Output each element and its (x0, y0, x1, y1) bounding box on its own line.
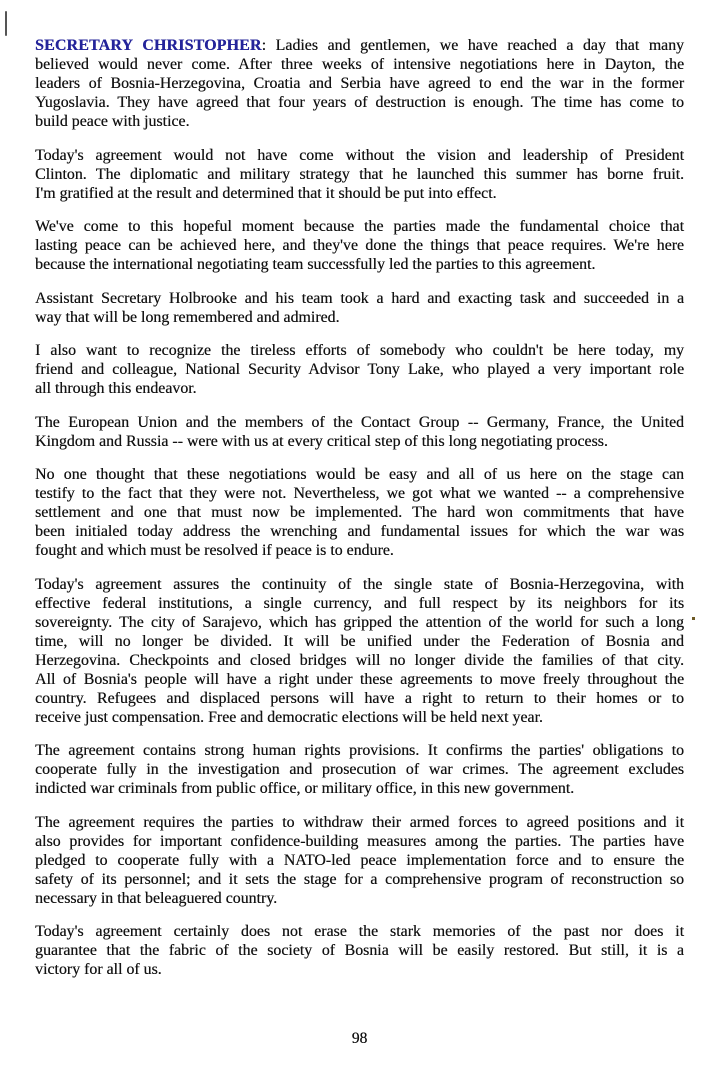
paragraph (35, 922, 684, 979)
text-line: leaders of Bosnia-Herzegovina, Croatia and Serbia have agreed to end the war in the former (35, 75, 684, 92)
text-line: indicted war criminals from public office, or military office, in this new government. (35, 780, 575, 797)
text-line: victory for all of us. (35, 961, 162, 978)
text-line: been initialed today address the wrenching and fundamental issues for which the war was (35, 523, 684, 540)
paragraph (35, 36, 684, 131)
text-line: The agreement requires the parties to withdraw their armed forces to agreed positions and it (35, 813, 684, 831)
text-line: believed would never come. After three weeks of intensive negotiations here in Dayton, the (35, 56, 684, 73)
text-line: testify to the fact that they were not. Nevertheless, we got what we wanted -- a comprehensive (35, 485, 684, 502)
text-line: All of Bosnia's people will have a right under these agreements to move freely throughout the (35, 670, 684, 688)
scan-artifact-line (5, 11, 7, 36)
text-line: No one thought that these negotiations would be easy and all of us here on the stage can (35, 466, 684, 483)
text-line: I also want to recognize the tireless efforts of somebody who couldn't be here today, my (35, 342, 684, 359)
text-line: all through this endeavor. (35, 380, 197, 397)
paragraph (35, 146, 684, 203)
text-line: way that will be long remembered and admired. (35, 308, 340, 326)
speaker-name: SECRETARY CHRISTOPHER (35, 37, 262, 54)
text-line: Assistant Secretary Holbrooke and his team took a hard and exacting task and succeeded in a (35, 289, 684, 307)
text-line: The agreement contains strong human rights provisions. It confirms the parties' obligations to (35, 742, 684, 759)
text-line: time, will no longer be divided. It will be unified under the Federation of Bosnia and (35, 632, 684, 650)
text-line: SECRETARY CHRISTOPHER: Ladies and gentlemen, we have reached a day that many (35, 37, 684, 54)
text-line: friend and colleague, National Security Advisor Tony Lake, who played a very important role (35, 361, 684, 378)
paragraph (35, 575, 684, 727)
text-line: pledged to cooperate fully with a NATO-led peace implementation force and to ensure the (35, 851, 684, 869)
paragraph (35, 813, 684, 908)
text-line: lasting peace can be achieved here, and they've done the things that peace requires. We're here (35, 237, 684, 254)
text-line: also provides for important confidence-building measures among the parties. The parties have (35, 832, 684, 850)
text-line: Herzegovina. Checkpoints and closed bridges will no longer divide the families of that city. (35, 651, 684, 669)
text-line: fought and which must be resolved if peace is to endure. (35, 542, 394, 559)
text-line: guarantee that the fabric of the society of Bosnia will be easily restored. But still, it is a (35, 942, 684, 959)
text-line: I'm gratified at the result and determined that it should be put into effect. (35, 184, 497, 202)
text-line: safety of its personnel; and it sets the stage for a comprehensive program of reconstruction so (35, 870, 684, 888)
text-line: country. Refugees and displaced persons will have a right to return to their homes or to (35, 689, 684, 707)
text-line: Yugoslavia. They have agreed that four years of destruction is enough. The time has come to (35, 94, 684, 111)
text-line: Clinton. The diplomatic and military strategy that he launched this summer has borne fruit. (35, 165, 684, 183)
text-line: because the international negotiating team successfully led the parties to this agreement. (35, 256, 596, 273)
paragraph (35, 741, 684, 798)
text-line: The European Union and the members of the Contact Group -- Germany, France, the United (35, 413, 684, 431)
text-line: We've come to this hopeful moment because the parties made the fundamental choice that (35, 218, 684, 235)
text-line: Today's agreement certainly does not erase the stark memories of the past nor does it (35, 923, 684, 940)
text-line: necessary in that beleaguered country. (35, 889, 278, 907)
paragraph (35, 465, 684, 560)
text-line: settlement and one that must now be implemented. The hard won commitments that have (35, 504, 684, 521)
text-line: Today's agreement would not have come without the vision and leadership of President (35, 146, 684, 164)
page-number: 98 (351, 1030, 368, 1047)
paragraph (35, 341, 684, 398)
text-line: Kingdom and Russia -- were with us at every critical step of this long negotiating process. (35, 432, 608, 450)
scan-artifact-speck (692, 617, 695, 620)
text-line: effective federal institutions, a single currency, and full respect by its neighbors for its (35, 594, 684, 612)
text-line: cooperate fully in the investigation and prosecution of war crimes. The agreement excludes (35, 761, 684, 778)
document-body (35, 36, 684, 994)
paragraph (35, 217, 684, 274)
text-line: Today's agreement assures the continuity of the single state of Bosnia-Herzegovina, with (35, 575, 684, 593)
text-line: build peace with justice. (35, 113, 190, 130)
paragraph (35, 413, 684, 451)
paragraph (35, 289, 684, 327)
text-line: receive just compensation. Free and democratic elections will be held next year. (35, 708, 543, 726)
text-line: sovereignty. The city of Sarajevo, which has gripped the attention of the world for such a long (35, 613, 684, 631)
